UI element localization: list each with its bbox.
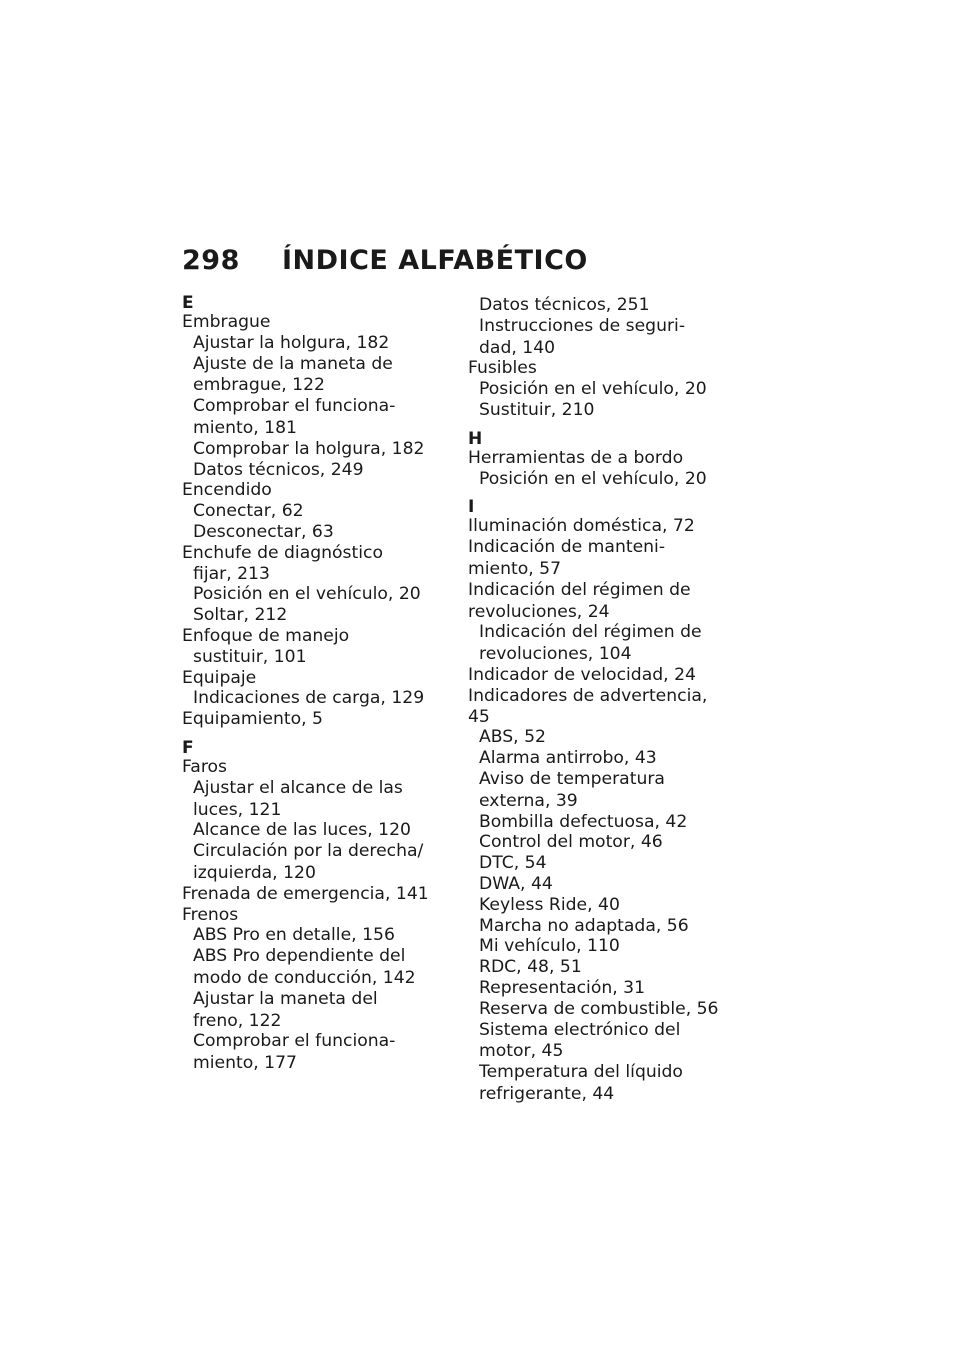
index-subentry [182,778,444,821]
index-subentry: Alcance de las luces, 120 [193,820,411,841]
index-subentry-line: miento, 177 [193,1053,297,1074]
index-entry: Faros [182,756,227,777]
index-subentry-line: luces, 121 [193,799,282,820]
index-subentry-line: Aviso de temperatura [479,768,665,789]
page-title: ÍNDICE ALFABÉTICO [282,245,588,276]
index-subentry-line: miento, 181 [193,417,297,438]
index-subentry [182,946,444,989]
index-subentry [468,1062,730,1105]
page-header [182,243,588,279]
index-entry: Herramientas de a bordo [468,447,684,468]
index-subentry-line: Ajuste de la maneta de [193,353,393,374]
index-subentry-line: modo de conducción, 142 [193,967,416,988]
page-number: 298 [182,245,240,276]
index-subentry: Datos técnicos, 249 [193,459,364,480]
index-subentry-line: externa, 39 [479,790,578,811]
index-entry: Iluminación doméstica, 72 [468,516,695,537]
index-subentry [182,1031,444,1074]
index-letter-h: H [468,428,483,449]
index-entry: Encendido [182,480,272,501]
index-subentry-line: ABS Pro dependiente del [193,946,406,967]
index-subentry: Representación, 31 [479,977,646,998]
index-subentry [182,354,444,397]
index-subentry: ABS, 52 [479,727,546,748]
index-subentry: Marcha no adaptada, 56 [479,915,689,936]
index-subentry: Posición en el vehículo, 20 [479,468,707,489]
index-entry-line: Indicación del régimen de [468,579,691,600]
index-subentry: RDC, 48, 51 [479,957,582,978]
index-subentry [468,1020,730,1063]
index-subentry: Sustituir, 210 [479,399,595,420]
index-subentry-line: embrague, 122 [193,375,325,396]
index-entry [468,537,730,580]
index-subentry [468,769,730,812]
index-subentry-line: freno, 122 [193,1010,282,1031]
index-subentry-line: dad, 140 [479,337,556,358]
index-subentry [468,622,730,665]
index-entry-line: Indicación de manteni- [468,537,666,558]
index-letter-i: I [468,497,475,518]
index-subentry: Conectar, 62 [193,501,304,522]
index-subentry: fijar, 213 [193,563,270,584]
index-subentry: Keyless Ride, 40 [479,894,620,915]
index-entry: Enfoque de manejo [182,625,350,646]
index-subentry: Mi vehículo, 110 [479,936,620,957]
index-subentry-line: izquierda, 120 [193,862,316,883]
index-subentry-line: Circulación por la derecha/ [193,841,424,862]
index-entry: Enchufe de diagnóstico [182,542,383,563]
index-entry: Embrague [182,312,271,332]
index-subentry [182,989,444,1032]
index-subentry-line: Instrucciones de seguri- [479,315,686,336]
index-subentry-line: revoluciones, 104 [479,644,632,665]
index-subentry: Control del motor, 46 [479,832,663,853]
index-entry [468,580,730,623]
index-subentry: Datos técnicos, 251 [479,295,650,315]
index-subentry-line: Sistema electrónico del [479,1019,681,1040]
index-entry-line: miento, 57 [468,558,562,579]
index-entry: Frenada de emergencia, 141 [182,883,429,904]
index-entry-line: revoluciones, 24 [468,601,610,622]
index-subentry: sustituir, 101 [193,646,307,667]
index-subentry [182,841,444,884]
index-subentry-line: Ajustar la maneta del [193,988,378,1009]
index-subentry: Posición en el vehículo, 20 [479,379,707,400]
index-subentry-line: Temperatura del líquido [479,1062,683,1083]
index-letter-f: F [182,737,194,758]
index-subentry-line: Comprobar el funciona- [193,396,396,417]
index-subentry-line: motor, 45 [479,1041,564,1062]
index-letter-e: E [182,293,194,313]
index-subentry: Reserva de combustible, 56 [479,998,719,1019]
index-entry: Equipamiento, 5 [182,709,323,730]
index-subentry: Ajustar la holgura, 182 [193,332,390,353]
index-subentry-line: Comprobar el funciona- [193,1031,396,1052]
index-subentry: Soltar, 212 [193,605,288,626]
index-subentry-line: Ajustar el alcance de las [193,777,403,798]
index-entry: Indicadores de advertencia, 45 [468,685,708,727]
index-subentry: Indicaciones de carga, 129 [193,688,425,709]
index-entry: Fusibles [468,358,537,379]
index-subentry-line: Indicación del régimen de [479,622,702,643]
index-subentry: Bombilla defectuosa, 42 [479,811,688,832]
index-subentry [468,316,730,359]
index-subentry: DWA, 44 [479,873,553,894]
index-entry: Frenos [182,904,239,925]
index-column-left [182,295,444,1074]
index-entry: Equipaje [182,667,257,688]
index-subentry: Comprobar la holgura, 182 [193,438,425,459]
index-column-right [468,295,730,1105]
index-entry: Indicador de velocidad, 24 [468,664,696,685]
index-subentry: Posición en el vehículo, 20 [193,584,421,605]
index-subentry: ABS Pro en detalle, 156 [193,925,395,946]
index-subentry: Desconectar, 63 [193,521,334,542]
index-subentry: DTC, 54 [479,853,547,874]
index-subentry: Alarma antirrobo, 43 [479,748,657,769]
index-subentry-line: refrigerante, 44 [479,1083,615,1104]
index-subentry [182,396,444,439]
